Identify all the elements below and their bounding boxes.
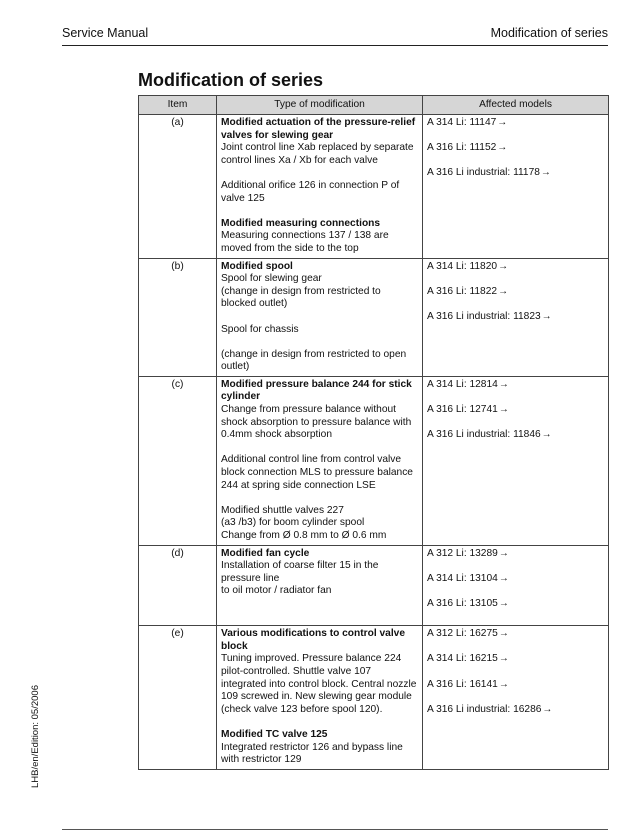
model-entry	[427, 404, 604, 417]
arrow-right-icon: →	[541, 310, 552, 322]
model-entry	[427, 142, 604, 155]
model-serial-text: A 314 Li: 13104	[427, 572, 498, 584]
modifications-table	[138, 95, 609, 770]
modification-heading: Modified spool	[221, 260, 293, 272]
arrow-right-icon: →	[541, 429, 552, 441]
table-row	[139, 626, 609, 770]
modification-text: Change from pressure balance without shock absorption to pressure balance with 0.4mm shock absorption	[221, 404, 412, 441]
model-serial-text: A 312 Li: 13289	[427, 547, 498, 559]
model-serial-text: A 316 Li industrial: 11178	[427, 167, 540, 179]
modification-heading: Modified measuring connections	[221, 217, 381, 229]
page-header	[62, 26, 608, 44]
model-entry	[427, 379, 604, 392]
model-serial-text: A 316 Li: 11822	[427, 285, 498, 297]
column-header-item: Item	[139, 96, 217, 115]
table-body	[139, 115, 609, 770]
model-serial-text: A 314 Li: 11147	[427, 117, 497, 128]
arrow-right-icon: →	[497, 117, 508, 128]
page-title: Modification of series	[138, 70, 324, 90]
arrow-right-icon: →	[498, 285, 509, 297]
modification-text: Measuring connections 137 / 138 are moved from the side to the top	[221, 230, 389, 254]
modification-text: to oil motor / radiator fan	[221, 585, 332, 597]
modification-heading: Modified pressure balance 244 for stick cylinder	[221, 378, 412, 403]
footer-divider	[62, 829, 608, 830]
arrow-right-icon: →	[498, 547, 509, 559]
model-serial-text: A 316 Li: 11152	[427, 142, 497, 154]
item-cell: (c)	[139, 376, 217, 545]
item-cell: (d)	[139, 545, 217, 626]
arrow-right-icon: →	[498, 597, 509, 609]
item-cell: (b)	[139, 258, 217, 376]
modification-heading: Modified actuation of the pressure-relief valves for slewing gear	[221, 117, 416, 141]
arrow-right-icon: →	[498, 404, 509, 416]
affected-models-cell	[423, 626, 609, 770]
column-header-type: Type of modification	[217, 96, 423, 115]
modification-text: (change in design from restricted to open outlet)	[221, 348, 407, 373]
modification-cell	[217, 626, 423, 770]
model-serial-text: A 314 Li: 12814	[427, 378, 498, 390]
modification-cell	[217, 258, 423, 376]
modification-text: Integrated restrictor 126 and bypass line with restrictor 129	[221, 741, 403, 766]
header-right-text: Modification of series	[490, 26, 608, 40]
modification-heading: Modified TC valve 125	[221, 728, 328, 740]
arrow-right-icon: →	[498, 678, 509, 690]
model-serial-text: A 314 Li: 11820	[427, 260, 498, 272]
affected-models-cell	[423, 545, 609, 626]
modification-text: Change from Ø 0.8 mm to Ø 0.6 mm	[221, 530, 387, 541]
arrow-right-icon: →	[542, 703, 553, 715]
model-entry	[427, 286, 604, 299]
modification-cell	[217, 545, 423, 626]
modification-text: Spool for slewing gear	[221, 273, 322, 285]
table-row	[139, 545, 609, 626]
model-serial-text: A 316 Li industrial: 11846	[427, 429, 541, 441]
edition-side-label: LHB/en/Edition: 05/2006	[30, 685, 41, 788]
modification-text: Joint control line Xab replaced by separate control lines Xa / Xb for each valve	[221, 142, 414, 166]
modification-text: (change in design from restricted to blocked outlet)	[221, 285, 381, 310]
header-left-text: Service Manual	[62, 26, 149, 40]
model-entry	[427, 261, 604, 274]
arrow-right-icon: →	[498, 260, 509, 272]
model-serial-text: A 316 Li: 13105	[427, 597, 498, 609]
arrow-right-icon: →	[540, 167, 551, 179]
model-entry	[427, 704, 604, 717]
model-serial-text: A 316 Li industrial: 11823	[427, 310, 541, 322]
modification-cell	[217, 376, 423, 545]
arrow-right-icon: →	[498, 628, 509, 640]
table-row	[139, 376, 609, 545]
modification-text: Additional control line from control valve block connection MLS to pressure balance 244 at spring side connection LSE	[221, 454, 413, 491]
table-row	[139, 115, 609, 259]
item-cell: (e)	[139, 626, 217, 770]
modification-cell	[217, 115, 423, 259]
header-divider	[62, 45, 608, 46]
table-header-row	[139, 96, 609, 115]
model-serial-text: A 314 Li: 16215	[427, 653, 498, 665]
affected-models-cell	[423, 115, 609, 259]
item-cell: (a)	[139, 115, 217, 259]
arrow-right-icon: →	[498, 653, 509, 665]
affected-models-cell	[423, 376, 609, 545]
modification-text: Modified shuttle valves 227	[221, 504, 344, 516]
table-row	[139, 258, 609, 376]
model-entry	[427, 117, 604, 130]
modification-text: Tuning improved. Pressure balance 224 pilot-controlled. Shuttle valve 107 integrated into control block. Central nozzle 109 screwed in. New slewing gear module (check valve 123 before spool 120).	[221, 653, 417, 715]
model-serial-text: A 316 Li: 16141	[427, 678, 498, 690]
arrow-right-icon: →	[498, 572, 509, 584]
modification-heading: Various modifications to control valve block	[221, 628, 405, 652]
model-entry	[427, 429, 604, 442]
modification-text: Additional orifice 126 in connection P of valve 125	[221, 179, 400, 204]
modification-text: (a3 /b3) for boom cylinder spool	[221, 517, 365, 529]
affected-models-cell	[423, 258, 609, 376]
model-entry	[427, 679, 604, 692]
model-serial-text: A 316 Li: 12741	[427, 404, 498, 416]
model-serial-text: A 316 Li industrial: 16286	[427, 703, 542, 715]
model-entry	[427, 573, 604, 586]
model-entry	[427, 598, 604, 611]
model-entry	[427, 548, 604, 561]
modification-text: Spool for chassis	[221, 323, 299, 335]
modification-text: Installation of coarse filter 15 in the pressure line	[221, 560, 379, 584]
arrow-right-icon: →	[498, 378, 509, 390]
model-entry	[427, 311, 604, 324]
model-entry	[427, 628, 604, 641]
column-header-models: Affected models	[423, 96, 609, 115]
modification-heading: Modified fan cycle	[221, 547, 310, 559]
arrow-right-icon: →	[497, 142, 508, 154]
model-entry	[427, 653, 604, 666]
model-serial-text: A 312 Li: 16275	[427, 628, 498, 640]
model-entry	[427, 167, 604, 180]
